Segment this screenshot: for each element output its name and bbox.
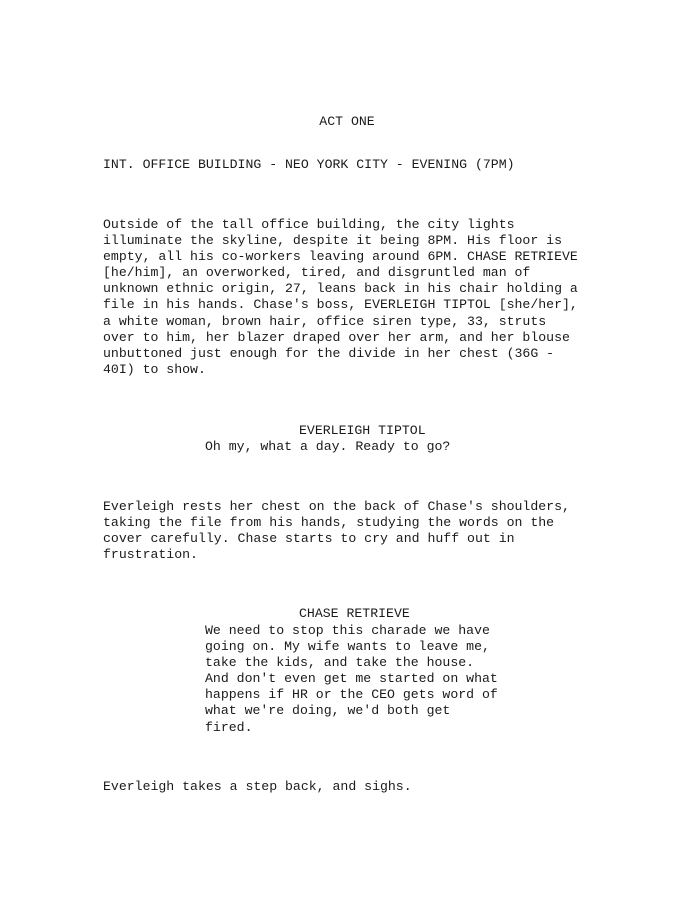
scene-heading: INT. OFFICE BUILDING - NEO YORK CITY - EVENING (7PM) <box>103 157 515 172</box>
dialogue-block: Oh my, what a day. Ready to go? <box>205 439 451 454</box>
action-paragraph: Everleigh takes a step back, and sighs. <box>103 779 412 794</box>
character-name: CHASE RETRIEVE <box>299 606 410 621</box>
dialogue-block: We need to stop this charade we have going on. My wife wants to leave me, take the kids, and take the house. And don't even get me started on what happens if HR or the CEO gets word of what we're doing, we'd both get fired. <box>205 623 498 735</box>
action-paragraph: Everleigh rests her chest on the back of Chase's shoulders, taking the file from his hands, studying the words on the cover carefully. Chase starts to cry and huff out in frustration. <box>103 499 570 563</box>
action-paragraph: Outside of the tall office building, the city lights illuminate the skyline, despite it being 8PM. His floor is empty, all his co-workers leaving around 6PM. CHASE RETRIEVE [he/him], an overworked, tired, and disgruntled man of unknown ethnic origin, 27, leans back in his chair holding a file in his hands. Chase's boss, EVERLEIGH TIPTOL [she/her], a white woman, brown hair, office siren type, 33, struts over to him, her blazer draped over her arm, and her blouse unbuttoned just enough for the divide in her chest (36G - 40I) to show. <box>103 217 578 377</box>
character-name: EVERLEIGH TIPTOL <box>299 423 426 438</box>
act-heading <box>0 114 695 130</box>
act-heading-text: ACT ONE <box>319 114 375 129</box>
